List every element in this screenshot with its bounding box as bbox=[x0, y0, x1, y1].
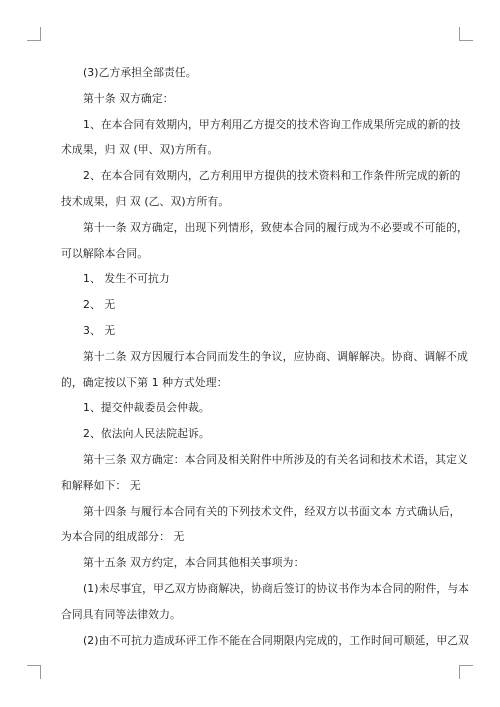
paragraph-line: 1、在本合同有效期内，甲方利用乙方提交的技术咨询工作成果所完成的新的技 bbox=[83, 117, 461, 131]
crop-mark-bottom-left bbox=[27, 665, 41, 679]
clause-heading-12: 第十二条 双方因履行本合同而发生的争议，应协商、调解解决。协商、调解不成 bbox=[83, 349, 468, 363]
paragraph-line: 和解释如下： 无 bbox=[61, 478, 141, 492]
paragraph-line: 合同具有同等法律效力。 bbox=[61, 607, 181, 621]
list-item: 2、 无 bbox=[83, 298, 116, 312]
paragraph-line: 的，确定按以下第 1 种方式处理： bbox=[61, 375, 228, 389]
paragraph-line: (3)乙方承担全部责任。 bbox=[83, 66, 197, 79]
crop-mark-bottom-right bbox=[459, 665, 473, 679]
paragraph-line: 术成果，归 双 (甲、双)方所有。 bbox=[61, 143, 219, 157]
list-item: 1、提交仲裁委员会仲裁。 bbox=[83, 401, 210, 415]
list-item: 3、 无 bbox=[83, 323, 116, 337]
paragraph-line: 可以解除本合同。 bbox=[61, 246, 149, 260]
clause-heading-11: 第十一条 双方确定，出现下列情形，致使本合同的履行成为不必要或不可能的， bbox=[83, 220, 468, 234]
crop-mark-top-right bbox=[459, 27, 473, 41]
paragraph-line: 为本合同的组成部分： 无 bbox=[61, 530, 185, 544]
clause-heading-10: 第十条 双方确定： bbox=[83, 91, 174, 105]
document-body bbox=[61, 60, 470, 653]
crop-mark-top-left bbox=[27, 27, 41, 41]
paragraph-line: 技术成果，归 双 (乙、双)方所有。 bbox=[61, 194, 230, 208]
paragraph-line: 2、在本合同有效期内，乙方利用甲方提供的技术资料和工作条件所完成的新的 bbox=[83, 169, 461, 183]
list-item: 2、依法向人民法院起诉。 bbox=[83, 427, 210, 441]
clause-heading-13: 第十三条 双方确定：本合同及相关附件中所涉及的有关名词和技术术语，其定义 bbox=[83, 452, 468, 466]
clause-heading-15: 第十五条 双方约定，本合同其他相关事项为： bbox=[83, 556, 305, 570]
paragraph-line: (1)未尽事宜，甲乙双方协商解决，协商后签订的协议书作为本合同的附件，与本 bbox=[83, 581, 470, 595]
paragraph-line: (2)由不可抗力造成环评工作不能在合同期限内完成的，工作时间可顺延，甲乙双 bbox=[83, 633, 470, 647]
list-item: 1、 发生不可抗力 bbox=[83, 272, 170, 286]
clause-heading-14: 第十四条 与履行本合同有关的下列技术文件，经双方以书面文本 方式确认后， bbox=[83, 504, 461, 518]
